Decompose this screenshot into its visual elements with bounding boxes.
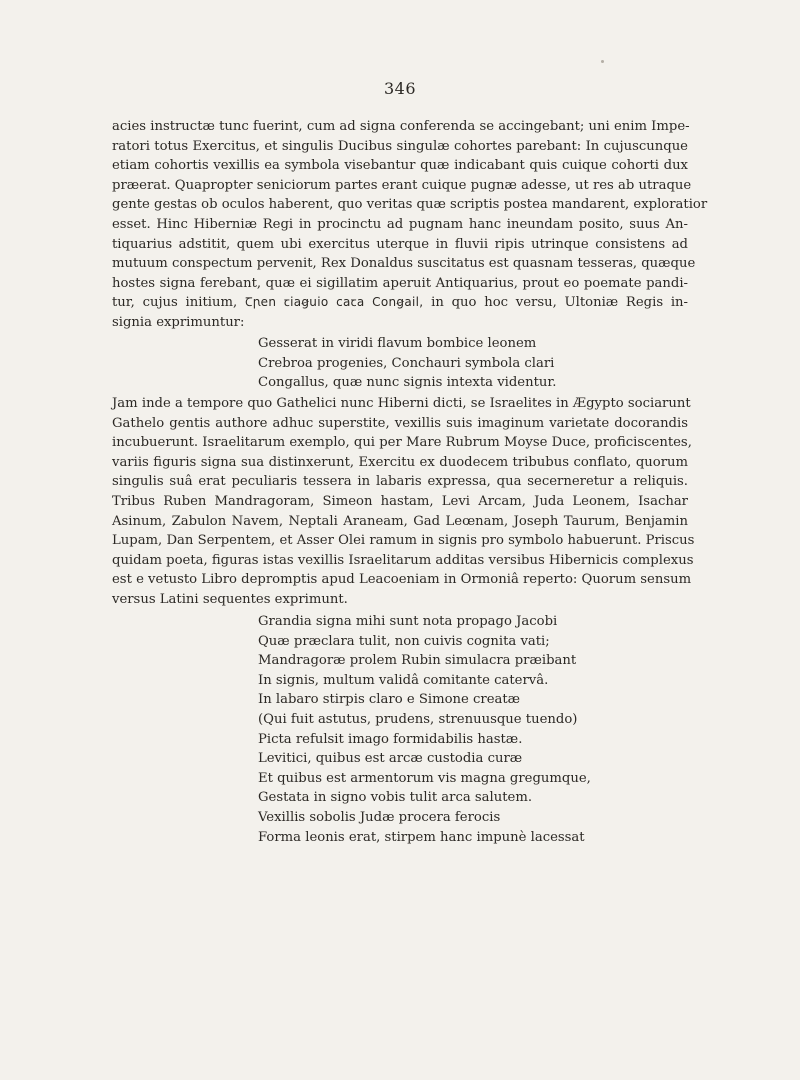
text-line: præerat. Quapropter seniciorum partes erant cuique pugnæ adesse, ut res ab utraque bbox=[112, 177, 692, 193]
paragraph-2 bbox=[112, 394, 695, 610]
line-text-before: tur, cujus initium, bbox=[112, 295, 238, 311]
page-number: 346 bbox=[383, 79, 417, 98]
verse-line: Picta refulsit imago formidabilis hastæ. bbox=[258, 731, 523, 747]
verse-line: Forma leonis erat, stirpem hanc impunè lacessat bbox=[258, 829, 585, 845]
verse-line: Gesserat in viridi flavum bombice leonem bbox=[258, 336, 537, 351]
verse-line: Crebroa progenies, Conchauri symbola clari bbox=[258, 355, 555, 371]
text-line: etiam cohortis vexillis ea symbola visebantur quæ indicabant quis cuique cohorti dux bbox=[112, 158, 688, 174]
verse-block-2 bbox=[258, 612, 688, 847]
verse-line: Levitici, quibus est arcæ custodia curæ bbox=[258, 751, 523, 767]
text-line: acies instructæ tunc fuerint, cum ad signa conferenda se accingebant; uni enim Impe- bbox=[112, 119, 690, 134]
text-line: variis figuris signa sua distinxerunt, Exercitu ex duodecem tribubus conflato, quorum bbox=[112, 454, 688, 470]
text-line: signia exprimuntur: bbox=[112, 314, 245, 330]
text-line: Tribus Ruben Mandragoram, Simeon hastam, Levi Arcam, Juda Leonem, Isachar bbox=[112, 493, 688, 509]
verse-line: Grandia signa mihi sunt nota propago Jacobi bbox=[258, 614, 558, 629]
verse-line: Et quibus est armentorum vis magna gregumque, bbox=[258, 770, 591, 786]
text-line: Lupam, Dan Serpentem, et Asser Olei ramum in signis pro symbolo habuerunt. Priscus bbox=[112, 533, 695, 549]
verse-line: (Qui fuit astutus, prudens, strenuusque tuendo) bbox=[258, 711, 578, 727]
paper-speck bbox=[601, 60, 604, 63]
line-text-after: in quo hoc versu, Ultoniæ Regis in- bbox=[431, 295, 688, 311]
verse-block-1 bbox=[258, 334, 688, 393]
text-line: Gathelo gentis authore adhuc superstite, vexillis suis imaginum varietate docorandis bbox=[112, 415, 688, 431]
text-line: singulis suâ erat peculiaris tessera in labaris expressa, qua secerneretur a reliquis. bbox=[112, 474, 688, 490]
text-line: esset. Hinc Hiberniæ Regi in procinctu ad pugnam hanc ineundam posito, suus An- bbox=[112, 216, 688, 232]
gaelic-quotation: Ꞇꞃen ꞇiaꞡuio caꞇa Conꞡail, bbox=[244, 295, 424, 310]
verse-line: Gestata in signo vobis tulit arca salutem. bbox=[258, 790, 533, 806]
text-line: quidam poeta, figuras istas vexillis Israelitarum additas versibus Hibernicis complexus bbox=[112, 552, 694, 568]
text-line: versus Latini sequentes exprimunt. bbox=[112, 591, 348, 607]
text-line-with-gaelic bbox=[112, 293, 688, 313]
text-line: ratori totus Exercitus, et singulis Ducibus singulæ cohortes parebant: In cujuscunque bbox=[112, 138, 688, 154]
verse-line: Vexillis sobolis Judæ procera ferocis bbox=[258, 809, 501, 825]
verse-line: Congallus, quæ nunc signis intexta videntur. bbox=[258, 375, 557, 391]
verse-line: In signis, multum validâ comitante catervâ. bbox=[258, 672, 549, 688]
verse-line: In labaro stirpis claro e Simone creatæ bbox=[258, 692, 521, 708]
text-line: hostes signa ferebant, quæ ei sigillatim aperuit Antiquarius, prout eo poemate pandi- bbox=[112, 275, 688, 291]
text-line: Jam inde a tempore quo Gathelici nunc Hiberni dicti, se Israelites in Ægypto sociarunt bbox=[112, 396, 691, 411]
verse-line: Mandragoræ prolem Rubin simulacra præibant bbox=[258, 653, 577, 669]
text-line: Asinum, Zabulon Navem, Neptali Araneam, Gad Leœnam, Joseph Taurum, Benjamin bbox=[112, 513, 688, 529]
text-line: tiquarius adstitit, quem ubi exercitus uterque in fluvii ripis utrinque consistens ad bbox=[112, 236, 688, 252]
text-line: incubuerunt. Israelitarum exemplo, qui per Mare Rubrum Moyse Duce, proficiscentes, bbox=[112, 435, 692, 451]
text-line: est e vetusto Libro depromptis apud Leacoeniam in Ormoniâ reperto: Quorum sensum bbox=[112, 572, 692, 588]
text-line: mutuum conspectum pervenit, Rex Donaldus suscitatus est quasnam tesseras, quæque bbox=[112, 256, 696, 272]
verse-line: Quæ præclara tulit, non cuivis cognita vati; bbox=[258, 633, 550, 649]
paragraph-1 bbox=[112, 117, 708, 333]
text-line: gente gestas ob oculos haberent, quo veritas quæ scriptis postea mandarent, exploratior bbox=[112, 197, 708, 213]
